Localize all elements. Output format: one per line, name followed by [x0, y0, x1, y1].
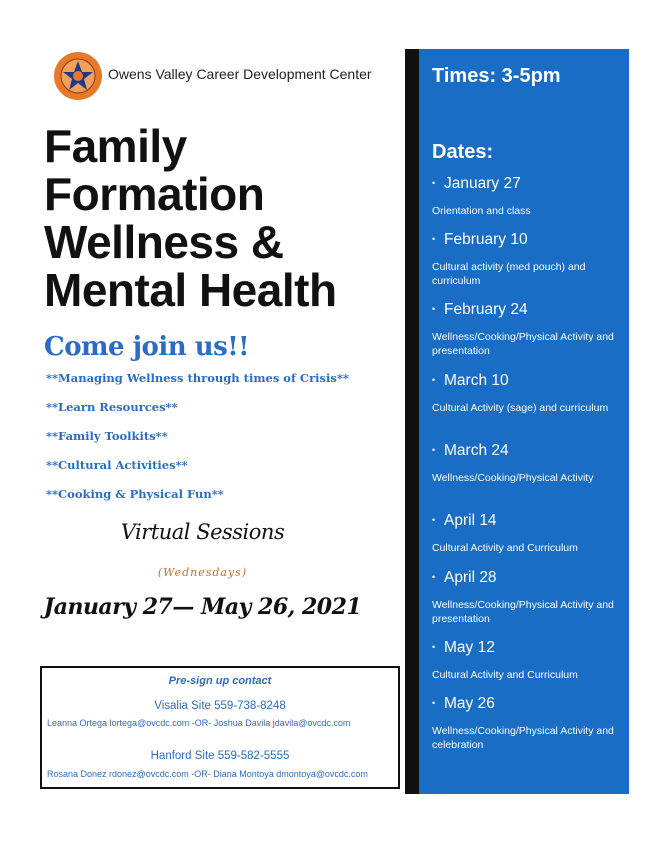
session-description: Wellness/Cooking/Physical Activity and celebration [432, 725, 614, 751]
session-date-text: May 26 [444, 695, 495, 712]
invite-bullet-list [46, 370, 349, 515]
invite-bullet: **Cooking & Physical Fun** [46, 487, 224, 501]
session-item [432, 174, 627, 219]
session-description: Cultural Activity and Curriculum [432, 669, 578, 681]
session-date-text: May 12 [444, 639, 495, 656]
visalia-contacts: Leanna Ortega lortega@ovcdc.com -OR- Joshua Davila jdavila@ovcdc.com [47, 718, 351, 728]
session-description: Wellness/Cooking/Physical Activity and presentation [432, 599, 614, 625]
session-day: (Wednesdays) [157, 566, 248, 579]
dates-heading: Dates: [432, 141, 494, 163]
session-item [432, 300, 627, 358]
invite-bullet: **Managing Wellness through times of Crisis** [46, 371, 349, 385]
session-date [432, 638, 627, 657]
invite-bullet: **Cultural Activities** [46, 458, 188, 472]
session-description: Cultural activity (med pouch) and curriculum [432, 261, 586, 287]
session-date-text: April 28 [444, 569, 497, 586]
invite-headline: Come join us!! [44, 332, 250, 362]
bullet-dot-icon: • [432, 642, 436, 652]
session-date-range: January 27— May 26, 2021 [43, 594, 362, 620]
session-description: Cultural Activity (sage) and curriculum [432, 402, 609, 414]
contact-box [40, 666, 400, 789]
session-item [432, 694, 627, 752]
session-date-text: April 14 [444, 512, 497, 529]
title-line-2: Formation [44, 168, 265, 220]
session-item [432, 371, 627, 416]
hanford-contacts: Rosana Donez rdonez@ovcdc.com -OR- Diana Montoya dmontoya@ovcdc.com [47, 769, 368, 779]
times-heading: Times: 3-5pm [432, 65, 561, 87]
session-date [432, 174, 627, 193]
session-date [432, 511, 627, 530]
title-line-1: Family [44, 120, 187, 172]
title-line-4: Mental Health [44, 264, 337, 316]
session-date [432, 371, 627, 390]
session-date-text: February 10 [444, 231, 528, 248]
session-date-text: March 24 [444, 442, 509, 459]
hanford-site: Hanford Site 559-582-5555 [150, 750, 290, 762]
column-divider [405, 49, 419, 794]
session-item [432, 230, 627, 288]
session-date [432, 300, 627, 319]
session-description: Wellness/Cooking/Physical Activity [432, 472, 594, 484]
session-date [432, 694, 627, 713]
visalia-site: Visalia Site 559-738-8248 [154, 700, 286, 712]
session-date-text: March 10 [444, 372, 509, 389]
session-date [432, 568, 627, 587]
session-item [432, 511, 627, 556]
session-date-text: January 27 [444, 175, 521, 192]
invite-bullet: **Learn Resources** [46, 400, 178, 414]
title-line-3: Wellness & [44, 216, 284, 268]
bullet-dot-icon: • [432, 445, 436, 455]
bullet-dot-icon: • [432, 304, 436, 314]
session-date [432, 441, 627, 460]
contact-title: Pre-sign up contact [168, 675, 272, 687]
schedule-panel [419, 49, 629, 794]
org-name: Owens Valley Career Development Center [108, 66, 372, 82]
flyer-title [44, 122, 404, 314]
session-item [432, 568, 627, 626]
session-description: Wellness/Cooking/Physical Activity and presentation [432, 331, 614, 357]
session-description: Cultural Activity and Curriculum [432, 542, 578, 554]
session-item [432, 638, 627, 683]
session-description: Orientation and class [432, 205, 531, 217]
bullet-dot-icon: • [432, 515, 436, 525]
bullet-dot-icon: • [432, 698, 436, 708]
session-item [432, 441, 627, 486]
ovcdc-logo-icon [53, 51, 103, 101]
bullet-dot-icon: • [432, 375, 436, 385]
invite-bullet: **Family Toolkits** [46, 429, 168, 443]
bullet-dot-icon: • [432, 178, 436, 188]
session-format: Virtual Sessions [120, 520, 285, 544]
bullet-dot-icon: • [432, 572, 436, 582]
session-date-text: February 24 [444, 301, 528, 318]
bullet-dot-icon: • [432, 234, 436, 244]
session-date [432, 230, 627, 249]
